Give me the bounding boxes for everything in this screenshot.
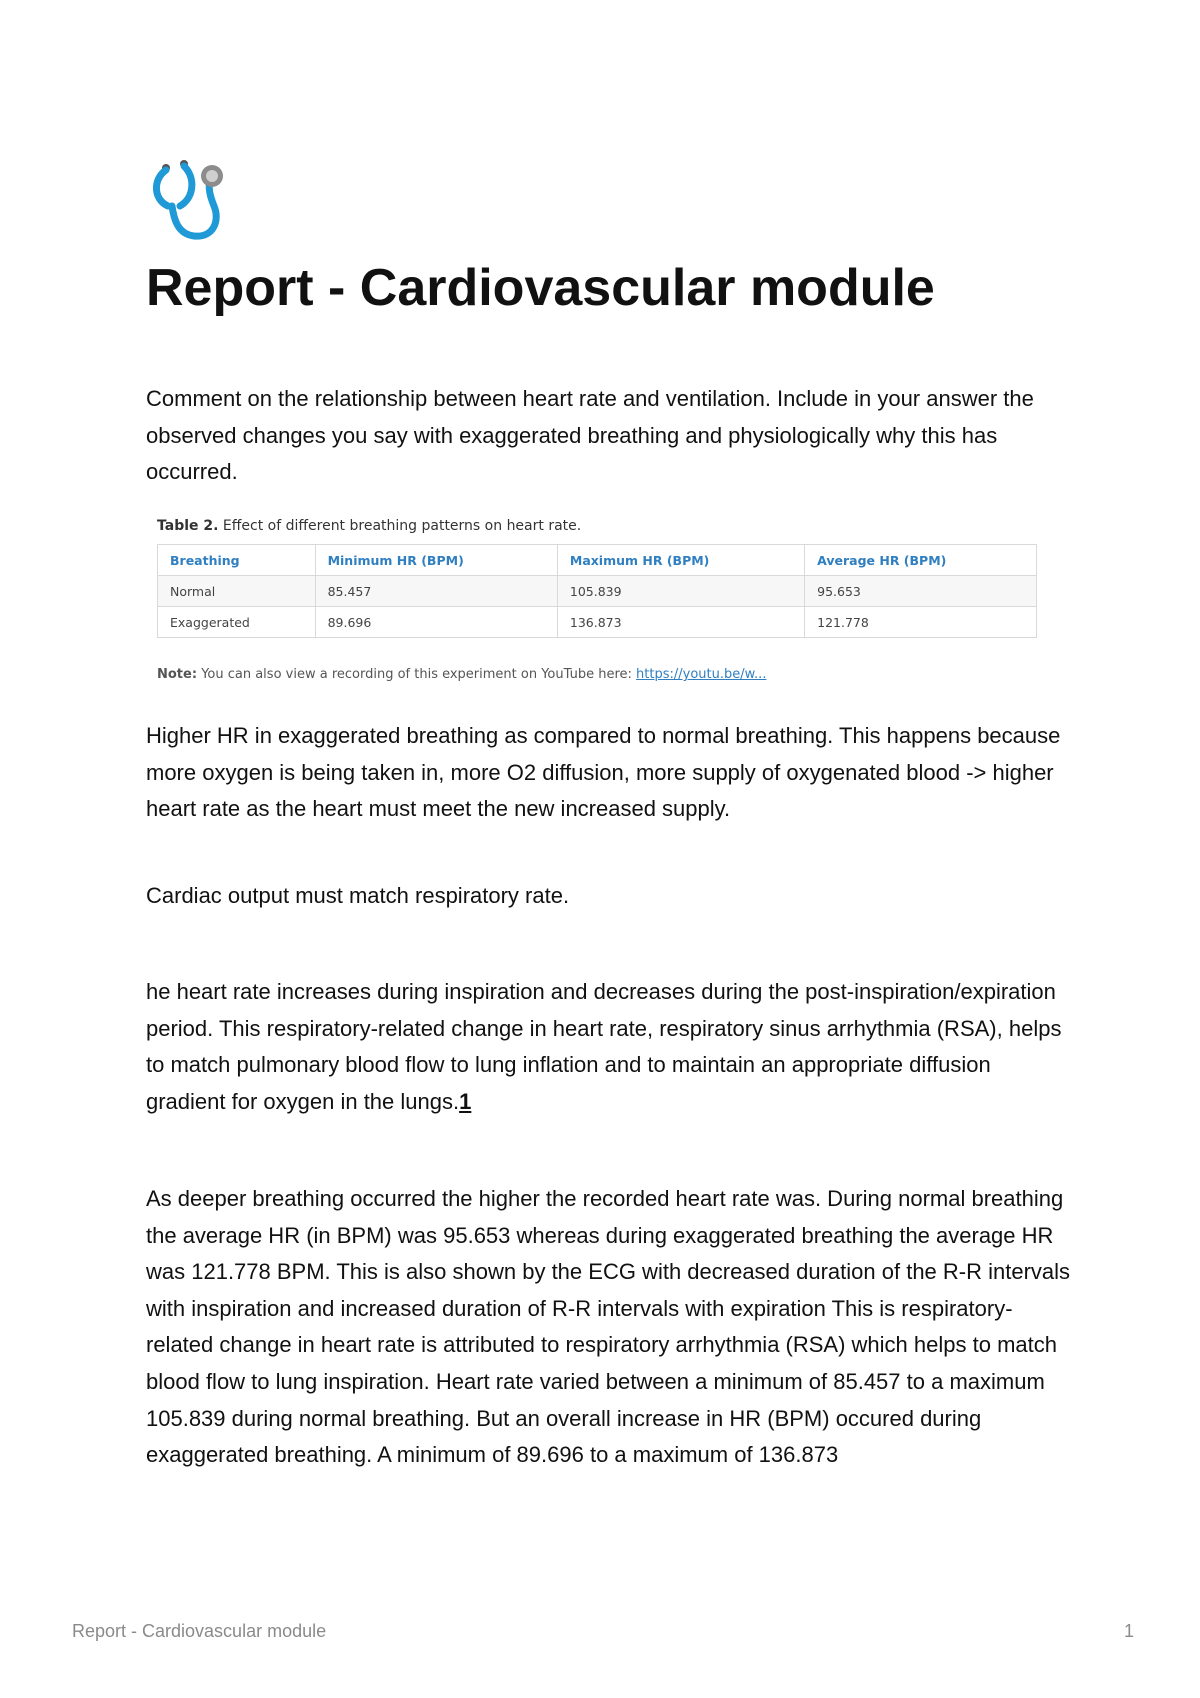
table-header-cell: Maximum HR (BPM) — [557, 545, 804, 576]
footer-page-number: 1 — [1123, 1621, 1134, 1641]
table-screenshot — [157, 514, 1037, 684]
stethoscope-icon — [144, 158, 234, 248]
table-row — [158, 576, 1037, 607]
table-cell: Exaggerated — [158, 607, 316, 638]
table-cell: 85.457 — [315, 576, 557, 607]
table-caption-label: Table 2. — [157, 518, 219, 534]
paragraph-1: Higher HR in exaggerated breathing as compared to normal breathing. This happens because more oxygen is being taken in, more O2 diffusion, more supply of oxygenated blood -> higher heart rate as the heart must meet the new increased supply. — [146, 723, 1061, 822]
table-header-row — [158, 545, 1037, 576]
table-note-text: You can also view a recording of this experiment on YouTube here: — [201, 667, 632, 682]
paragraph-3 — [146, 974, 1076, 1120]
table-cell: Normal — [158, 576, 316, 607]
table-cell: 95.653 — [805, 576, 1037, 607]
page-title: Report - Cardiovascular module — [146, 259, 935, 317]
table-header-cell: Average HR (BPM) — [805, 545, 1037, 576]
table-note — [157, 662, 1037, 682]
heart-rate-table — [157, 544, 1037, 638]
table-caption-text: Effect of different breathing patterns on heart rate. — [222, 518, 582, 534]
table-cell: 121.778 — [805, 607, 1037, 638]
paragraph-2: Cardiac output must match respiratory rate. — [146, 883, 570, 908]
table-cell: 136.873 — [557, 607, 804, 638]
table-caption — [157, 514, 1037, 538]
question-text: Comment on the relationship between heart rate and ventilation. Include in your answer the observed changes you say with exaggerated breathing and physiologically why this has occurred. — [146, 386, 1034, 485]
youtube-link[interactable]: https://youtu.be/w... — [636, 667, 767, 682]
table-cell: 105.839 — [557, 576, 804, 607]
table-row — [158, 607, 1037, 638]
table-cell: 89.696 — [315, 607, 557, 638]
paragraph-3-text: he heart rate increases during inspiration and decreases during the post-inspiration/expiration period. This respiratory-related change in heart rate, respiratory sinus arrhythmia (RSA), helps to match pulmonary blood flow to lung inflation and to maintain an appropriate diffusion gradient for oxygen in the lungs. — [146, 979, 1062, 1114]
table-note-label: Note: — [157, 667, 198, 682]
paragraph-4: As deeper breathing occurred the higher the recorded heart rate was. During normal breathing the average HR (in BPM) was 95.653 whereas during exaggerated breathing the average HR was 121.778 BPM. This is also shown by the ECG with decreased duration of the R-R intervals with inspiration and increased duration of R-R intervals with expiration This is respiratory-related change in heart rate is attributed to respiratory arrhythmia (RSA) which helps to match blood flow to lung inspiration. Heart rate varied between a minimum of 85.457 to a maximum 105.839 during normal breathing. But an overall increase in HR (BPM) occured during exaggerated breathing. A minimum of 89.696 to a maximum of 136.873 — [146, 1186, 1071, 1468]
table-header-cell: Breathing — [158, 545, 316, 576]
footer-title: Report - Cardiovascular module — [72, 1621, 327, 1641]
table-header-cell: Minimum HR (BPM) — [315, 545, 557, 576]
reference-link[interactable]: 1 — [459, 1088, 472, 1114]
